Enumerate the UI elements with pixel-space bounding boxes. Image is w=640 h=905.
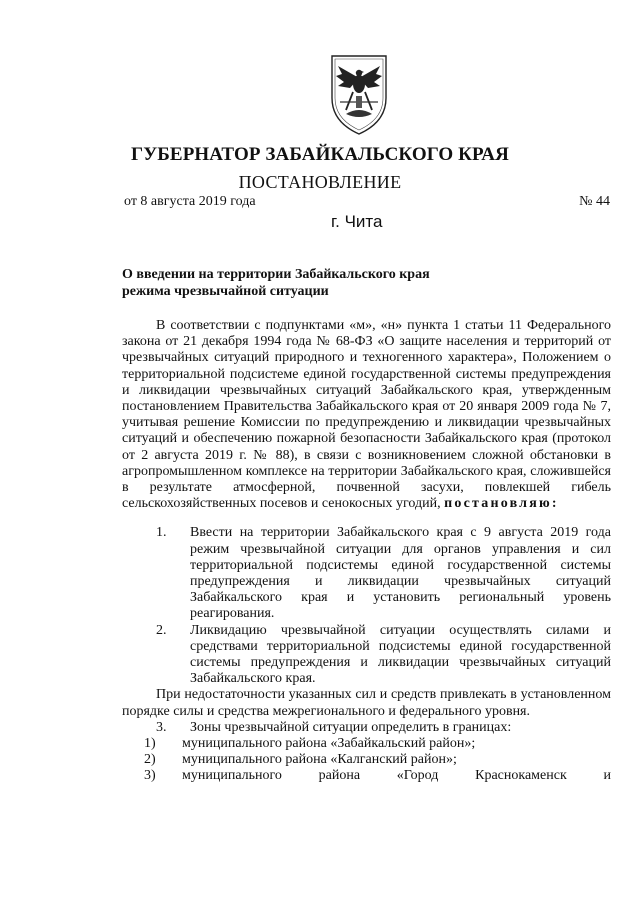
list-item	[122, 720, 611, 736]
item-text: Ликвидацию чрезвычайной ситуации осуществлять силами и средствами территориальной подсистемы единой государственной системы предупреждения и ликвидации чрезвычайных ситуаций Забайкальского края.	[190, 622, 611, 687]
sub-item-text: муниципального района «Калганский район»;	[182, 752, 457, 768]
item-text: Ввести на территории Забайкальского края с 9 августа 2019 года режим чрезвычайной ситуации для органов управления и сил территориальной подсистемы единой государственной системы предупреждения и ликвидации чрезвычайных ситуаций Забайкальского края и установить региональный уровень реагирования.	[190, 525, 611, 622]
sub-item	[122, 768, 611, 784]
city-name: г. Чита	[331, 212, 383, 231]
list-item	[122, 623, 611, 688]
item-extra-paragraph: При недостаточности указанных сил и средств привлекать в установленном порядке силы и средства межрегионального и федерального уровня.	[122, 687, 611, 719]
coat-of-arms-icon	[326, 52, 392, 136]
item-number: 2.	[156, 622, 167, 638]
resolve-word: постановляю:	[444, 496, 559, 512]
subject-line: режима чрезвычайной ситуации	[122, 284, 329, 299]
document-type: ПОСТАНОВЛЕНИЕ	[238, 172, 402, 192]
subject-line: О введении на территории Забайкальского края	[122, 267, 430, 282]
sub-item	[122, 752, 611, 768]
governor-title: ГУБЕРНАТОР ЗАБАЙКАЛЬСКОГО КРАЯ	[131, 144, 509, 165]
list-item	[122, 525, 611, 622]
preamble-paragraph	[122, 318, 611, 512]
document-subject	[122, 266, 542, 300]
item-number: 1.	[156, 525, 167, 541]
sub-item-text: муниципального района «Город Краснокаменск и	[182, 768, 611, 784]
item-number: 3.	[156, 719, 167, 735]
document-date: от 8 августа 2019 года	[124, 194, 256, 209]
document-number: № 44	[579, 194, 610, 209]
preamble-text: В соответствии с подпунктами «м», «н» пункта 1 статьи 11 Федерального закона от 21 декабря 1994 года № 68-ФЗ «О защите населения и территорий от чрезвычайных ситуаций природного и техногенного характера», Положением о территориальной подсистеме единой государственной системы предупреждения и ликвидации чрезвычайных ситуаций Забайкальского края, утвержденным постановлением Правительства Забайкальского края от 20 января 2009 года № 7, учитывая решение Комиссии по предупреждению и ликвидации чрезвычайных ситуаций и обеспечению пожарной безопасности Забайкальского края (протокол от 2 августа 2019 г. № 88), в связи с возникновением сложной обстановки в агропромышленном комплексе на территории Забайкальского края, сложившейся в результате атмосферной, почвенной засухи, повлекшей гибель сельскохозяйственных посевов и сенокосных угодий,	[122, 318, 611, 512]
sub-item-text: муниципального района «Забайкальский район»;	[182, 736, 476, 752]
item-text: Зоны чрезвычайной ситуации определить в границах:	[190, 719, 512, 735]
sub-item-number: 3)	[144, 768, 156, 784]
sub-item	[122, 736, 611, 752]
document-body	[122, 318, 611, 785]
sub-item-number: 1)	[144, 736, 156, 752]
sub-item-number: 2)	[144, 752, 156, 768]
